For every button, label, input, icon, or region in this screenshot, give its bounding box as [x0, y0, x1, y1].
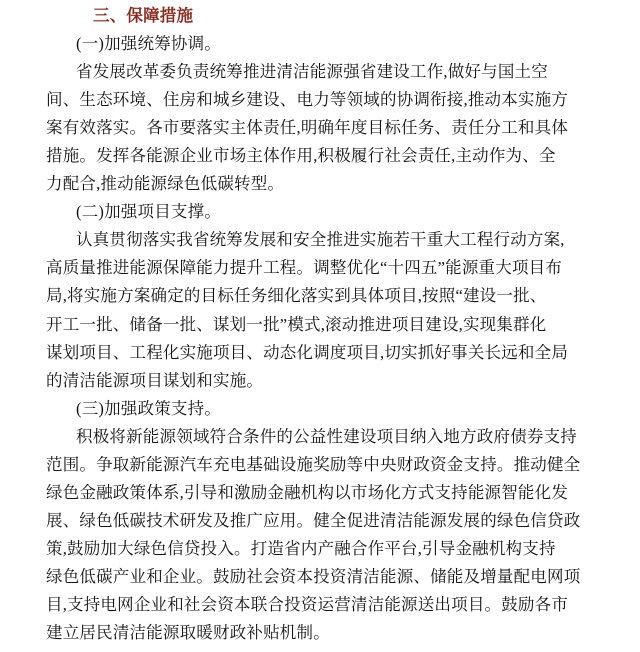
- paragraph-last-line: 建立居民清洁能源取暖财政补贴机制。: [46, 623, 330, 643]
- text-column: [46, 2, 581, 647]
- text-line: 局,将实施方案确定的目标任务细化落实到具体项目,按照“建设一批、: [46, 286, 547, 306]
- text-line: 绿色低碳产业和企业。鼓励社会资本投资清洁能源、储能及增量配电网项: [46, 566, 581, 586]
- text-line: 范围。争取新能源汽车充电基础设施奖励等中央财政资金支持。推动健全: [46, 454, 581, 474]
- text-line: 绿色金融政策体系,引导和激励金融机构以市场化方式支持能源智能化发: [46, 482, 569, 502]
- text-line: 开工一批、储备一批、谋划一批”模式,滚动推进项目建设,实现集群化: [46, 314, 547, 334]
- subheading-line: (三)加强政策支持。: [76, 398, 221, 418]
- paragraph-first-line: 认真贯彻落实我省统筹发展和安全推进实施若干重大工程行动方案,: [76, 230, 565, 250]
- text-line: 案有效落实。各市要落实主体责任,明确年度目标任务、责任分工和具体: [46, 118, 569, 138]
- section-heading: 三、保障措施: [93, 6, 194, 25]
- text-line: 间、生态环境、住房和城乡建设、电力等领域的协调衔接,推动本实施方: [46, 90, 569, 110]
- paragraph-last-line: 的清洁能源项目谋划和实施。: [46, 370, 264, 390]
- paragraph-first-line: 省发展改革委负责统筹推进清洁能源强省建设工作,做好与国土空: [76, 62, 548, 82]
- text-line: 策,鼓励加大绿色信贷投入。打造省内产融合作平台,引导金融机构支持: [46, 538, 556, 558]
- paragraph-last-line: 力配合,推动能源绿色低碳转型。: [46, 174, 285, 194]
- text-line: 谋划项目、工程化实施项目、动态化调度项目,切实抓好事关长远和全局: [46, 342, 569, 362]
- subheading-line: (一)加强统筹协调。: [76, 34, 221, 54]
- text-line: 目,支持电网企业和社会资本联合投资运营清洁能源送出项目。鼓励各市: [46, 594, 569, 614]
- text-line: 高质量推进能源保障能力提升工程。调整优化“十四五”能源重大项目布: [46, 258, 563, 278]
- subheading-line: (二)加强项目支撑。: [76, 202, 221, 222]
- text-line: 展、绿色低碳技术研发及推广应用。健全促进清洁能源发展的绿色信贷政: [46, 510, 581, 530]
- paragraph-first-line: 积极将新能源领域符合条件的公益性建设项目纳入地方政府债券支持: [76, 426, 577, 446]
- text-line: 措施。发挥各能源企业市场主体作用,积极履行社会责任,主动作为、全: [46, 146, 556, 166]
